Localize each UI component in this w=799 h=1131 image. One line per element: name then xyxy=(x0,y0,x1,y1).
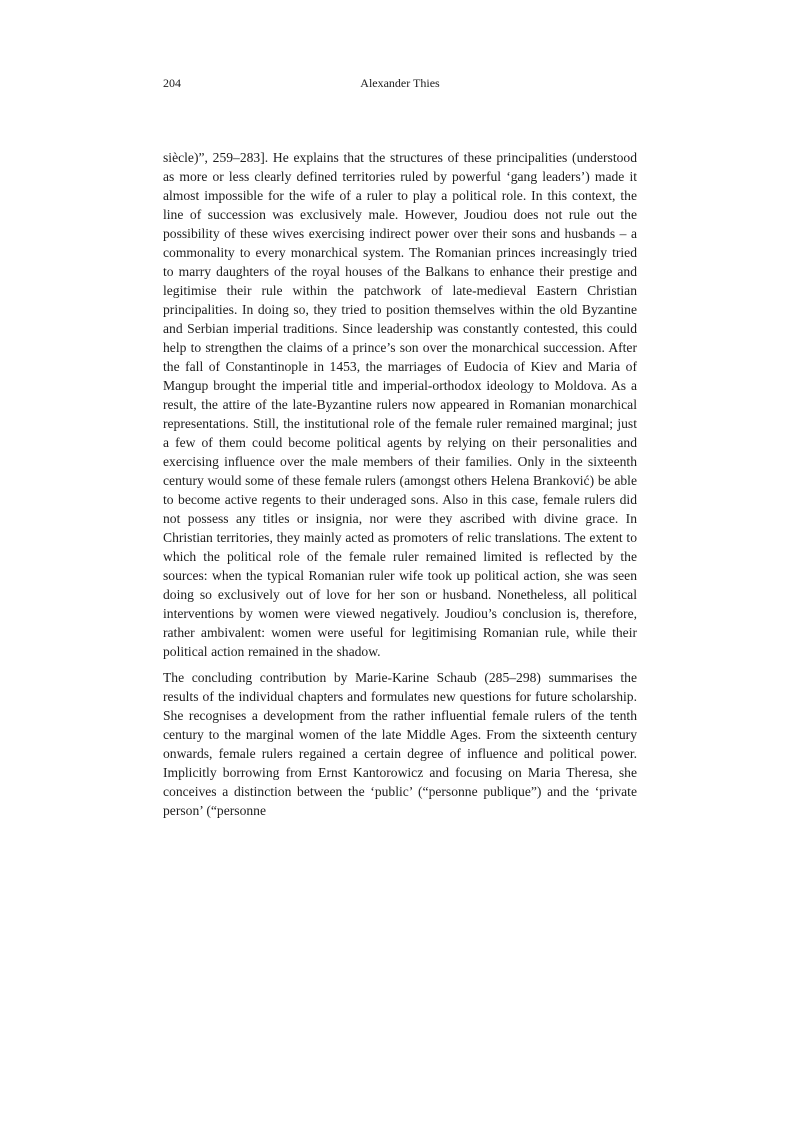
page-header xyxy=(163,75,637,91)
body-text xyxy=(163,148,637,820)
running-head: Alexander Thies xyxy=(360,76,440,90)
page-number: 204 xyxy=(163,76,181,90)
paragraph: siècle)”, 259–283]. He explains that the structures of these principalities (understood as more or less clearly defined territories ruled by powerful ‘gang leaders’) made it almost impossible for the wife of a ruler to play a political role. In this context, the line of succession was exclusively male. However, Joudiou does not rule out the possibility of these wives exercising indirect power over their sons and husbands – a commonality to every monarchical system. The Romanian princes increasingly tried to marry daughters of the royal houses of the Balkans to enhance their prestige and legitimise their rule within the patchwork of late-medieval Eastern Christian principalities. In doing so, they tried to position themselves within the old Byzantine and Serbian imperial traditions. Since leadership was constantly contested, this could help to strengthen the claims of a prince’s son over the monarchical succession. After the fall of Constantinople in 1453, the marriages of Eudocia of Kiev and Maria of Mangup brought the imperial title and imperial-orthodox ideology to Moldova. As a result, the attire of the late-Byzantine rulers now appeared in Romanian monarchical representations. Still, the institutional role of the female ruler remained marginal; just a few of them could become political agents by relying on their personalities and exercising influence over the male members of their families. Only in the sixteenth century would some of these female rulers (amongst others Helena Branković) be able to become active regents to their underaged sons. Also in this case, female rulers did not possess any titles or insignia, nor were they ascribed with divine grace. In Christian territories, they mainly acted as promoters of relic translations. The extent to which the political role of the female ruler remained limited is reflected by the sources: when the typical Romanian ruler wife took up political action, she was seen doing so exclusively out of love for her son or husband. Nonetheless, all political interventions by women were viewed negatively. Joudiou’s conclusion is, therefore, rather ambivalent: women were useful for legitimising Romanian rule, while their political action remained in the shadow. xyxy=(163,150,637,659)
paragraph: The concluding contribution by Marie-Karine Schaub (285–298) summarises the results of the individual chapters and formulates new questions for future scholarship. She recognises a development from the rather influential female rulers of the tenth century to the marginal women of the late Middle Ages. From the sixteenth century onwards, female rulers regained a certain degree of influence and political power. Implicitly borrowing from Ernst Kantorowicz and focusing on Maria Theresa, she conceives a distinction between the ‘public’ (“personne publique”) and the ‘private person’ (“personne xyxy=(163,670,637,818)
